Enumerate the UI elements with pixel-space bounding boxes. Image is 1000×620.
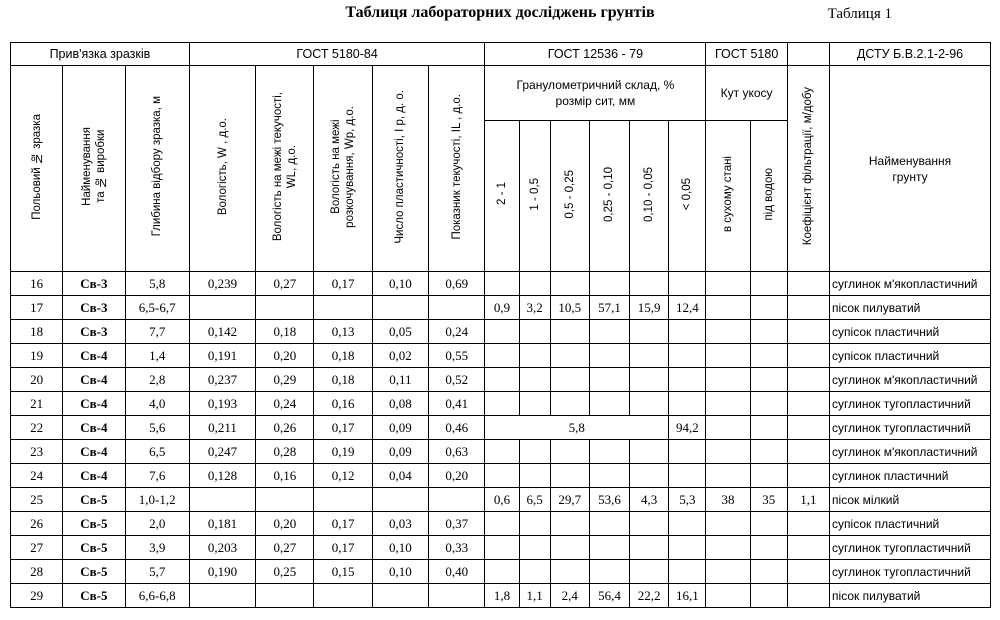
cell-g6: 94,2 <box>669 416 706 440</box>
cell-no: 16 <box>11 272 63 296</box>
cell-id: Св-5 <box>63 536 125 560</box>
cell-depth: 4,0 <box>125 392 189 416</box>
cell-soil: супісок пластичний <box>830 512 991 536</box>
cell-id: Св-4 <box>63 368 125 392</box>
cell-il: 0,46 <box>429 416 485 440</box>
table-row <box>11 368 991 392</box>
hdr-wp: Вологість на межі розкочування, Wp, д.о. <box>314 66 372 272</box>
cell-ip: 0,04 <box>372 464 428 488</box>
table-row <box>11 392 991 416</box>
cell-g6 <box>669 392 706 416</box>
cell-soil: супісок пластичний <box>830 344 991 368</box>
cell-g6: 16,1 <box>669 584 706 608</box>
cell-dry <box>706 344 750 368</box>
table-row <box>11 488 991 512</box>
cell-g3 <box>550 320 589 344</box>
cell-g3: 2,4 <box>550 584 589 608</box>
cell-g6: 12,4 <box>669 296 706 320</box>
cell-kf <box>787 272 829 296</box>
cell-id: Св-3 <box>63 320 125 344</box>
cell-ip <box>372 584 428 608</box>
cell-wl: 0,24 <box>256 392 314 416</box>
cell-w: 0,191 <box>189 344 255 368</box>
hdr-slope: Кут укосу <box>706 66 787 121</box>
cell-wp: 0,13 <box>314 320 372 344</box>
cell-w: 0,128 <box>189 464 255 488</box>
hdr-water: під водою <box>750 121 787 272</box>
cell-ip: 0,10 <box>372 560 428 584</box>
cell-water <box>750 536 787 560</box>
hdr-kf: Коефіцієнт фільтрації, м/добу <box>787 66 829 272</box>
cell-g5 <box>630 464 669 488</box>
cell-water <box>750 368 787 392</box>
cell-ip: 0,03 <box>372 512 428 536</box>
cell-g6 <box>669 440 706 464</box>
table-row <box>11 416 991 440</box>
cell-g3: 29,7 <box>550 488 589 512</box>
cell-il: 0,20 <box>429 464 485 488</box>
cell-g2 <box>519 512 550 536</box>
table-row <box>11 560 991 584</box>
cell-g1: 0,9 <box>485 296 519 320</box>
cell-depth: 5,7 <box>125 560 189 584</box>
hdr-ip: Число пластичності, I р, д. о. <box>372 66 428 272</box>
cell-g4 <box>589 272 629 296</box>
cell-g1 <box>485 368 519 392</box>
cell-g3 <box>550 512 589 536</box>
cell-soil: пісок пилуватий <box>830 296 991 320</box>
cell-w: 0,239 <box>189 272 255 296</box>
cell-w: 0,193 <box>189 392 255 416</box>
cell-soil: пісок мілкий <box>830 488 991 512</box>
table-row <box>11 536 991 560</box>
cell-g2: 3,2 <box>519 296 550 320</box>
cell-dry <box>706 560 750 584</box>
cell-wp: 0,17 <box>314 272 372 296</box>
cell-depth: 1,4 <box>125 344 189 368</box>
hdr-sieve-2-1: 2 - 1 <box>485 121 519 272</box>
cell-wp: 0,18 <box>314 344 372 368</box>
cell-w: 0,247 <box>189 440 255 464</box>
cell-ip: 0,08 <box>372 392 428 416</box>
hdr-soil: Найменування грунту <box>830 66 991 272</box>
cell-g2 <box>519 560 550 584</box>
cell-kf <box>787 296 829 320</box>
cell-soil: суглинок тугопластичний <box>830 536 991 560</box>
cell-water <box>750 344 787 368</box>
cell-soil: суглинок м'якопластичний <box>830 368 991 392</box>
cell-g5 <box>630 440 669 464</box>
cell-id: Св-4 <box>63 392 125 416</box>
cell-g2 <box>519 464 550 488</box>
cell-kf <box>787 560 829 584</box>
header-group-row <box>11 43 991 66</box>
cell-water <box>750 584 787 608</box>
cell-no: 20 <box>11 368 63 392</box>
cell-no: 24 <box>11 464 63 488</box>
cell-wp: 0,17 <box>314 416 372 440</box>
cell-g3 <box>550 272 589 296</box>
cell-il <box>429 584 485 608</box>
hdr-dry: в сухому стані <box>706 121 750 272</box>
cell-il: 0,33 <box>429 536 485 560</box>
cell-w <box>189 296 255 320</box>
cell-g1 <box>485 440 519 464</box>
cell-g4 <box>589 464 629 488</box>
cell-kf <box>787 416 829 440</box>
soil-lab-table <box>10 42 991 608</box>
cell-g1 <box>485 464 519 488</box>
cell-wp <box>314 584 372 608</box>
cell-soil: супісок пластичний <box>830 320 991 344</box>
cell-wl: 0,27 <box>256 536 314 560</box>
cell-ip: 0,10 <box>372 272 428 296</box>
group-dstu: ДСТУ Б.В.2.1-2-96 <box>830 43 991 66</box>
cell-g2 <box>519 320 550 344</box>
cell-g6 <box>669 464 706 488</box>
cell-g3 <box>550 536 589 560</box>
cell-g4 <box>589 368 629 392</box>
cell-g3 <box>550 560 589 584</box>
cell-ip: 0,02 <box>372 344 428 368</box>
cell-il: 0,24 <box>429 320 485 344</box>
cell-wl: 0,20 <box>256 512 314 536</box>
cell-g4: 56,4 <box>589 584 629 608</box>
cell-wl: 0,20 <box>256 344 314 368</box>
group-gost12536: ГОСТ 12536 - 79 <box>485 43 706 66</box>
cell-wp: 0,12 <box>314 464 372 488</box>
cell-wl <box>256 296 314 320</box>
cell-depth: 6,5-6,7 <box>125 296 189 320</box>
hdr-sieve-lt-005: < 0,05 <box>669 121 706 272</box>
cell-wp: 0,16 <box>314 392 372 416</box>
table-number: Таблиця 1 <box>827 6 892 22</box>
cell-w: 0,142 <box>189 320 255 344</box>
cell-g5 <box>630 392 669 416</box>
cell-no: 23 <box>11 440 63 464</box>
cell-no: 25 <box>11 488 63 512</box>
cell-dry <box>706 440 750 464</box>
hdr-granulometric: Гранулометричний склад, % розмір сит, мм <box>485 66 706 121</box>
cell-kf <box>787 320 829 344</box>
cell-g3 <box>550 344 589 368</box>
table-row <box>11 296 991 320</box>
cell-dry <box>706 272 750 296</box>
cell-g6 <box>669 344 706 368</box>
cell-wp: 0,18 <box>314 368 372 392</box>
cell-soil: суглинок тугопластичний <box>830 560 991 584</box>
cell-dry <box>706 536 750 560</box>
cell-g2: 1,1 <box>519 584 550 608</box>
cell-w <box>189 488 255 512</box>
cell-dry <box>706 296 750 320</box>
cell-il: 0,41 <box>429 392 485 416</box>
cell-g6 <box>669 560 706 584</box>
cell-il <box>429 296 485 320</box>
hdr-name-no: Найменування та № виробки <box>63 66 125 272</box>
cell-g2 <box>519 344 550 368</box>
cell-g2 <box>519 272 550 296</box>
hdr-sieve-025-010: 0,25 - 0,10 <box>589 121 629 272</box>
cell-wl <box>256 584 314 608</box>
cell-water <box>750 416 787 440</box>
cell-dry <box>706 416 750 440</box>
cell-wp: 0,19 <box>314 440 372 464</box>
cell-w <box>189 584 255 608</box>
table-row <box>11 272 991 296</box>
cell-g6: 5,3 <box>669 488 706 512</box>
hdr-wl: Вологість на межі текучості, WL, д.о. <box>256 66 314 272</box>
cell-soil: суглинок пластичний <box>830 464 991 488</box>
cell-depth: 2,0 <box>125 512 189 536</box>
table-row <box>11 464 991 488</box>
cell-g1 <box>485 536 519 560</box>
cell-no: 17 <box>11 296 63 320</box>
cell-kf <box>787 512 829 536</box>
cell-g5 <box>630 272 669 296</box>
hdr-sieve-1-05: 1 - 0,5 <box>519 121 550 272</box>
cell-g4: 57,1 <box>589 296 629 320</box>
cell-g3 <box>550 464 589 488</box>
table-row <box>11 320 991 344</box>
cell-depth: 5,6 <box>125 416 189 440</box>
cell-depth: 2,8 <box>125 368 189 392</box>
cell-water <box>750 560 787 584</box>
header-row-2 <box>11 66 991 121</box>
cell-water <box>750 512 787 536</box>
cell-ip: 0,05 <box>372 320 428 344</box>
cell-ip: 0,09 <box>372 440 428 464</box>
hdr-sieve-05-025: 0,5 - 0,25 <box>550 121 589 272</box>
cell-id: Св-5 <box>63 512 125 536</box>
cell-g1 <box>485 344 519 368</box>
cell-g6 <box>669 368 706 392</box>
cell-water <box>750 392 787 416</box>
cell-soil: суглинок м'якопластичний <box>830 440 991 464</box>
cell-ip: 0,11 <box>372 368 428 392</box>
cell-wl: 0,25 <box>256 560 314 584</box>
cell-water <box>750 464 787 488</box>
cell-no: 29 <box>11 584 63 608</box>
cell-il <box>429 488 485 512</box>
cell-g1 <box>485 392 519 416</box>
cell-g1 <box>485 560 519 584</box>
cell-no: 28 <box>11 560 63 584</box>
cell-id: Св-5 <box>63 584 125 608</box>
cell-g1 <box>485 272 519 296</box>
cell-no: 19 <box>11 344 63 368</box>
cell-dry: 38 <box>706 488 750 512</box>
cell-dry <box>706 320 750 344</box>
cell-g4 <box>589 320 629 344</box>
cell-water <box>750 296 787 320</box>
cell-wl: 0,18 <box>256 320 314 344</box>
cell-id: Св-4 <box>63 440 125 464</box>
cell-dry <box>706 368 750 392</box>
cell-g6 <box>669 512 706 536</box>
cell-g2 <box>519 368 550 392</box>
table-row <box>11 584 991 608</box>
cell-id: Св-4 <box>63 416 125 440</box>
cell-g6 <box>669 272 706 296</box>
cell-gmerge: 5,8 <box>485 416 669 440</box>
hdr-field-no: Польовий № зразка <box>11 66 63 272</box>
cell-g4 <box>589 536 629 560</box>
cell-wl: 0,28 <box>256 440 314 464</box>
cell-g5: 4,3 <box>630 488 669 512</box>
cell-kf <box>787 344 829 368</box>
group-empty <box>787 43 829 66</box>
group-gost5180: ГОСТ 5180 <box>706 43 787 66</box>
cell-g2 <box>519 440 550 464</box>
cell-id: Св-4 <box>63 464 125 488</box>
cell-wp: 0,17 <box>314 536 372 560</box>
cell-g3 <box>550 392 589 416</box>
cell-no: 26 <box>11 512 63 536</box>
cell-wl: 0,27 <box>256 272 314 296</box>
cell-g4 <box>589 512 629 536</box>
cell-no: 27 <box>11 536 63 560</box>
cell-id: Св-3 <box>63 272 125 296</box>
cell-depth: 6,6-6,8 <box>125 584 189 608</box>
cell-ip <box>372 488 428 512</box>
hdr-depth: Глибина відбору зразка, м <box>125 66 189 272</box>
cell-g4 <box>589 560 629 584</box>
cell-g5 <box>630 536 669 560</box>
cell-w: 0,211 <box>189 416 255 440</box>
cell-g6 <box>669 320 706 344</box>
cell-soil: пісок пилуватий <box>830 584 991 608</box>
cell-water <box>750 272 787 296</box>
cell-wl: 0,29 <box>256 368 314 392</box>
cell-kf <box>787 584 829 608</box>
cell-g6 <box>669 536 706 560</box>
cell-il: 0,52 <box>429 368 485 392</box>
cell-water <box>750 320 787 344</box>
cell-w: 0,203 <box>189 536 255 560</box>
hdr-moisture: Вологість, W , д.о. <box>189 66 255 272</box>
cell-depth: 6,5 <box>125 440 189 464</box>
cell-g2 <box>519 392 550 416</box>
cell-il: 0,37 <box>429 512 485 536</box>
cell-water: 35 <box>750 488 787 512</box>
cell-no: 22 <box>11 416 63 440</box>
cell-ip: 0,10 <box>372 536 428 560</box>
cell-g1: 1,8 <box>485 584 519 608</box>
cell-g4 <box>589 344 629 368</box>
page-title: Таблиця лабораторних досліджень грунтів <box>345 4 655 21</box>
cell-ip: 0,09 <box>372 416 428 440</box>
table-row <box>11 512 991 536</box>
cell-id: Св-5 <box>63 560 125 584</box>
cell-wp: 0,17 <box>314 512 372 536</box>
cell-g1 <box>485 512 519 536</box>
cell-kf <box>787 368 829 392</box>
hdr-il: Показник текучості, IL , д.о. <box>429 66 485 272</box>
cell-id: Св-5 <box>63 488 125 512</box>
cell-g4 <box>589 392 629 416</box>
cell-g3 <box>550 440 589 464</box>
table-row <box>11 440 991 464</box>
cell-g5: 22,2 <box>630 584 669 608</box>
cell-kf <box>787 464 829 488</box>
cell-il: 0,63 <box>429 440 485 464</box>
cell-depth: 3,9 <box>125 536 189 560</box>
cell-g1: 0,6 <box>485 488 519 512</box>
cell-g3: 10,5 <box>550 296 589 320</box>
cell-depth: 5,8 <box>125 272 189 296</box>
cell-kf <box>787 440 829 464</box>
cell-dry <box>706 512 750 536</box>
cell-depth: 1,0-1,2 <box>125 488 189 512</box>
cell-wl: 0,16 <box>256 464 314 488</box>
cell-kf <box>787 392 829 416</box>
cell-water <box>750 440 787 464</box>
cell-wp <box>314 296 372 320</box>
cell-no: 21 <box>11 392 63 416</box>
cell-kf <box>787 536 829 560</box>
cell-ip <box>372 296 428 320</box>
cell-g3 <box>550 368 589 392</box>
cell-w: 0,181 <box>189 512 255 536</box>
cell-il: 0,69 <box>429 272 485 296</box>
cell-il: 0,40 <box>429 560 485 584</box>
cell-w: 0,237 <box>189 368 255 392</box>
cell-g2: 6,5 <box>519 488 550 512</box>
cell-soil: суглинок тугопластичний <box>830 416 991 440</box>
cell-g2 <box>519 536 550 560</box>
group-binding: Прив'язка зразків <box>11 43 190 66</box>
cell-id: Св-3 <box>63 296 125 320</box>
cell-wl <box>256 488 314 512</box>
cell-dry <box>706 464 750 488</box>
cell-kf: 1,1 <box>787 488 829 512</box>
cell-g5: 15,9 <box>630 296 669 320</box>
cell-id: Св-4 <box>63 344 125 368</box>
cell-g5 <box>630 560 669 584</box>
cell-soil: суглинок тугопластичний <box>830 392 991 416</box>
cell-g4 <box>589 440 629 464</box>
cell-g1 <box>485 320 519 344</box>
cell-wp <box>314 488 372 512</box>
cell-no: 18 <box>11 320 63 344</box>
cell-dry <box>706 392 750 416</box>
group-gost5180-84: ГОСТ 5180-84 <box>189 43 485 66</box>
cell-g5 <box>630 512 669 536</box>
cell-wl: 0,26 <box>256 416 314 440</box>
cell-dry <box>706 584 750 608</box>
cell-depth: 7,7 <box>125 320 189 344</box>
cell-il: 0,55 <box>429 344 485 368</box>
cell-w: 0,190 <box>189 560 255 584</box>
cell-g5 <box>630 344 669 368</box>
cell-wp: 0,15 <box>314 560 372 584</box>
cell-g5 <box>630 368 669 392</box>
hdr-sieve-010-005: 0,10 - 0,05 <box>630 121 669 272</box>
cell-g5 <box>630 320 669 344</box>
cell-g4: 53,6 <box>589 488 629 512</box>
cell-depth: 7,6 <box>125 464 189 488</box>
cell-soil: суглинок м'якопластичний <box>830 272 991 296</box>
table-row <box>11 344 991 368</box>
